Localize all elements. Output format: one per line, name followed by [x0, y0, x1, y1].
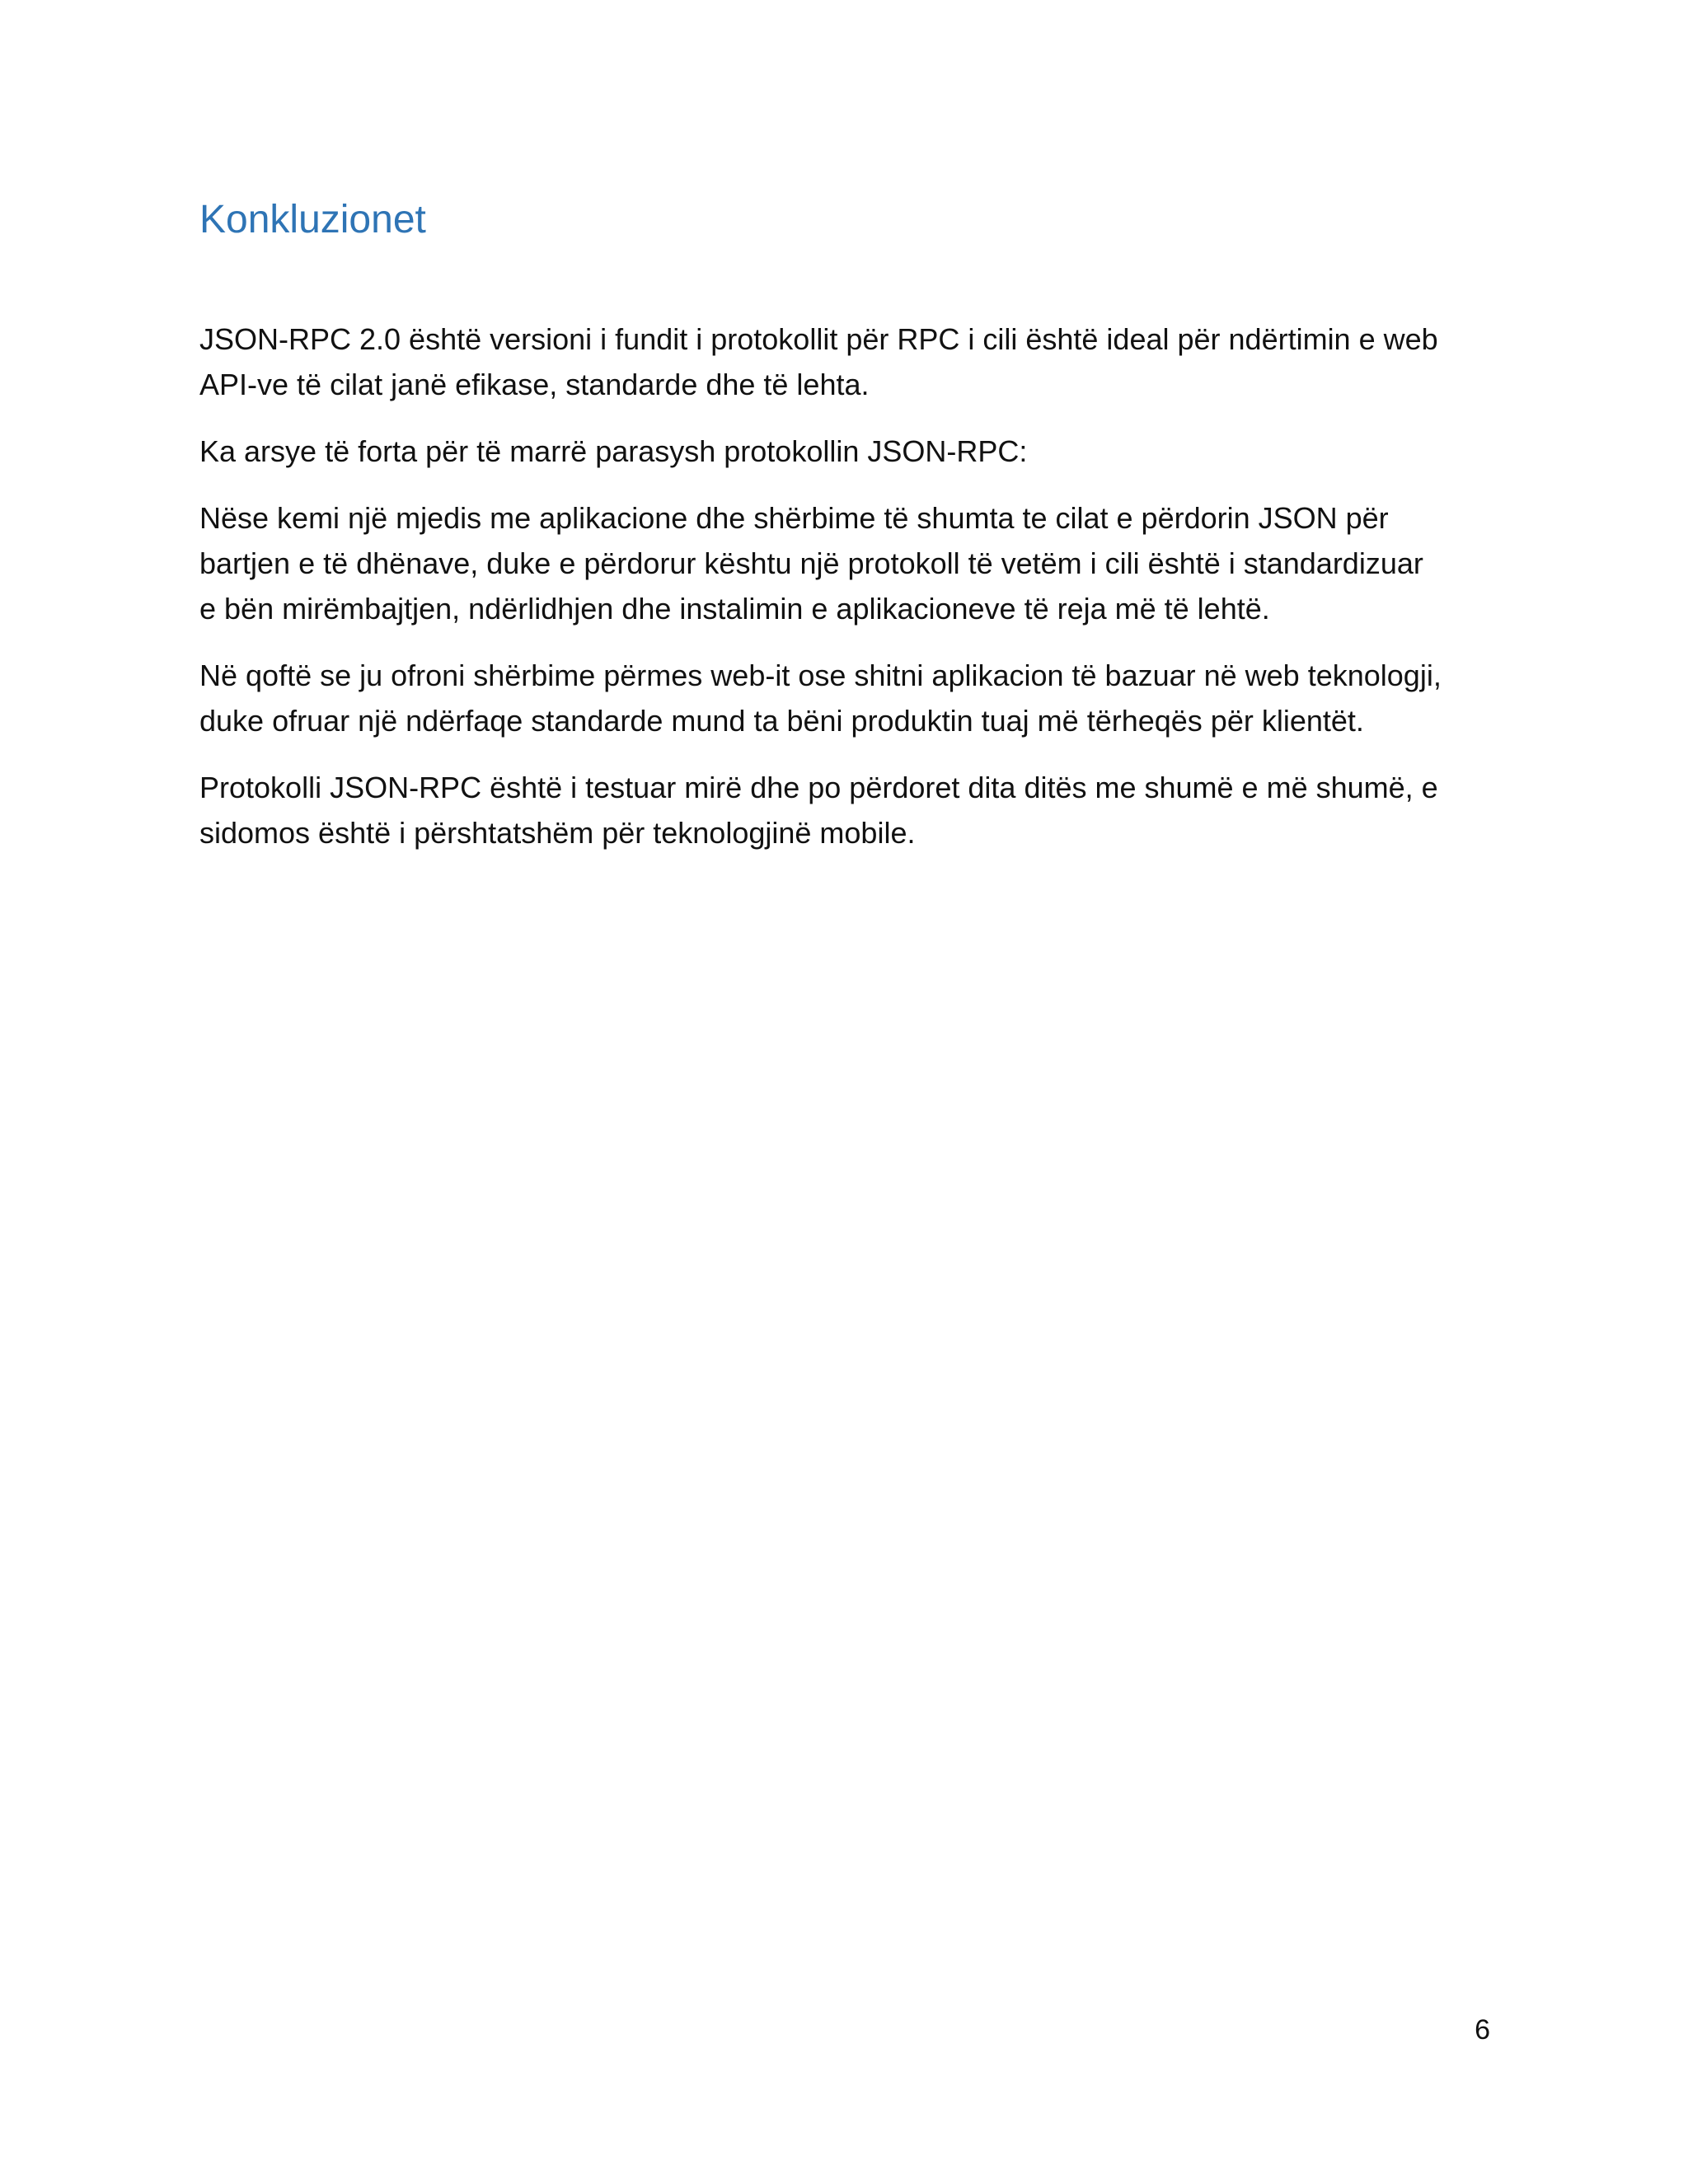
page-number: 6: [1475, 2014, 1490, 2046]
paragraph-reasons: [199, 429, 1502, 474]
section-heading: Konkluzionet: [199, 198, 426, 241]
paragraph-web-services: [199, 653, 1502, 743]
paragraph-line: JSON-RPC 2.0 është versioni i fundit i protokollit për RPC i cili është ideal për ndërtimin e web: [199, 322, 1438, 356]
paragraph-line: e bën mirëmbajtjen, ndërlidhjen dhe instalimin e aplikacioneve të reja më të lehtë.: [199, 592, 1270, 626]
paragraph-line: Nëse kemi një mjedis me aplikacione dhe shërbime të shumta te cilat e përdorin JSON për: [199, 501, 1389, 535]
paragraph-line: duke ofruar një ndërfaqe standarde mund ta bëni produktin tuaj më tërheqës për klientët.: [199, 704, 1364, 738]
paragraph-line: Ka arsye të forta për të marrë parasysh protokollin JSON-RPC:: [199, 434, 1028, 468]
paragraph-line: Në qoftë se ju ofroni shërbime përmes web-it ose shitni aplikacion të bazuar në web teknologji,: [199, 658, 1442, 692]
paragraph-line: sidomos është i përshtatshëm për teknologjinë mobile.: [199, 816, 916, 850]
paragraph-line: bartjen e të dhënave, duke e përdorur kështu një protokoll të vetëm i cili është i standardizuar: [199, 546, 1423, 580]
document-body: [199, 316, 1502, 877]
paragraph-tested: [199, 765, 1502, 855]
paragraph-intro: [199, 316, 1502, 407]
paragraph-environment: [199, 495, 1502, 631]
paragraph-line: API-ve të cilat janë efikase, standarde dhe të lehta.: [199, 368, 870, 401]
paragraph-line: Protokolli JSON-RPC është i testuar mirë dhe po përdoret dita ditës me shumë e më shumë, e: [199, 771, 1438, 804]
